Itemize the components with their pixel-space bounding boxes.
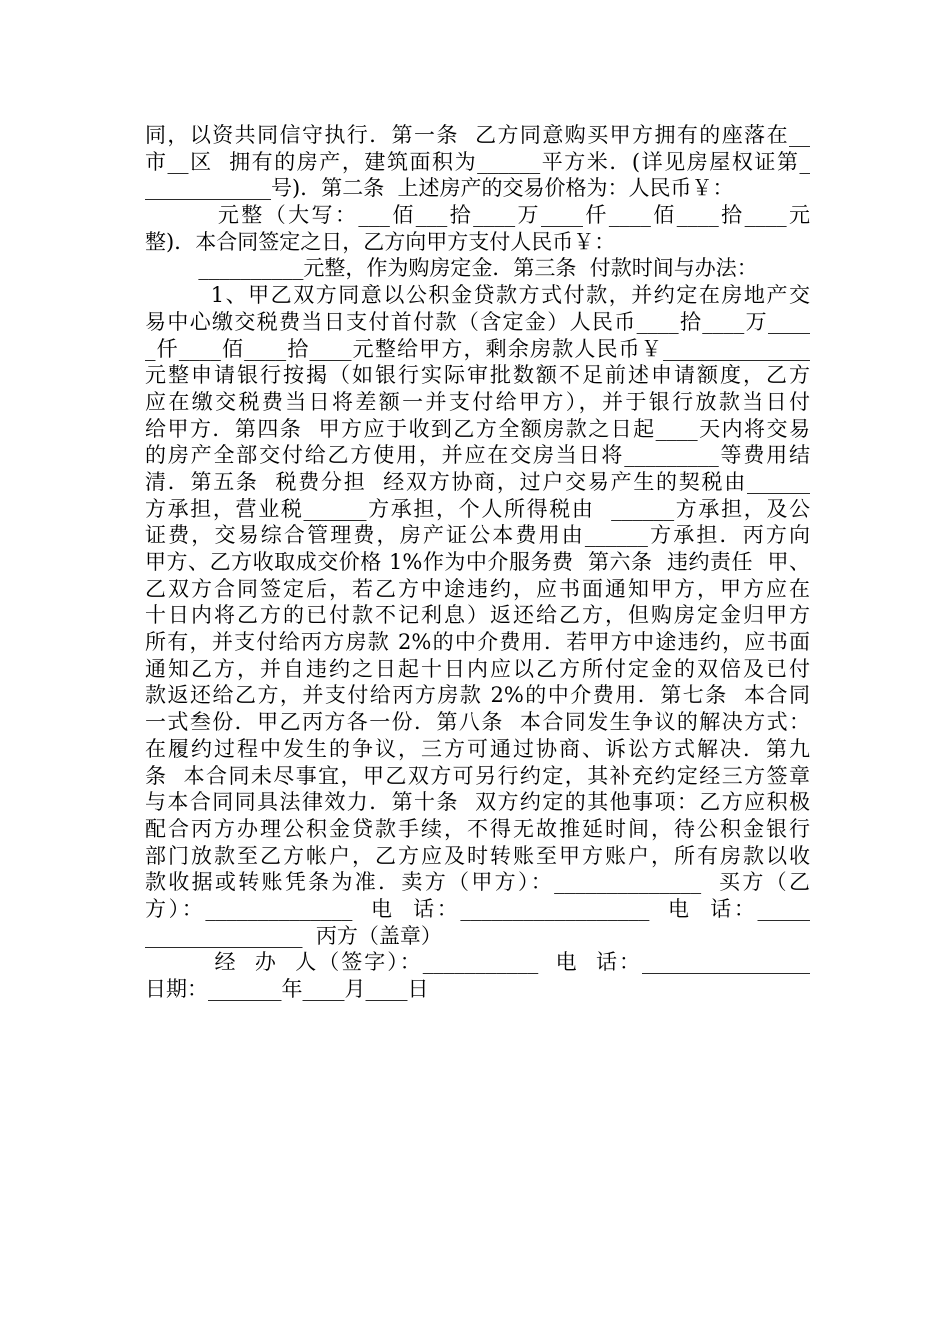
paragraph-line: 配合丙方办理公积金贷款手续，不得无故推延时间，待公积金银行 xyxy=(145,816,810,841)
paragraph-line: 在履约过程中发生的争议，三方可通过协商、诉讼方式解决．第九 xyxy=(145,736,810,761)
paragraph-line: 款返还给乙方，并支付给丙方房款 2%的中介费用．第七条 本合同 xyxy=(145,683,810,708)
paragraph-line: 同，以资共同信守执行．第一条 乙方同意购买甲方拥有的座落在__ xyxy=(145,123,810,147)
paragraph-line: 通知乙方，并自违约之日起十日内应以乙方所付定金的双倍及已付 xyxy=(145,656,810,681)
paragraph-line: 所有，并支付给丙方房款 2%的中介费用．若甲方中途违约，应书面 xyxy=(145,630,810,655)
paragraph-line: 应在缴交税费当日将差额一并支付给甲方），并于银行放款当日付 xyxy=(145,389,810,414)
paragraph-line: 的房产全部交付给乙方使用，并应在交房当日将_________等费用结 xyxy=(145,443,810,468)
paragraph-line: 十日内将乙方的已付款不记利息）返还给乙方，但购房定金归甲方 xyxy=(145,603,810,628)
paragraph-line: 与本合同同具法律效力．第十条 双方约定的其他事项：乙方应积极 xyxy=(145,790,810,815)
paragraph-line: 甲方、乙方收取成交价格 1%作为中介服务费 第六条 违约责任 甲、 xyxy=(145,550,810,574)
paragraph-line: 易中心缴交税费当日支付首付款（含定金）人民币____拾____万____ xyxy=(145,309,810,334)
paragraph-line: 清．第五条 税费分担 经双方协商，过户交易产生的契税由______ xyxy=(145,469,810,494)
paragraph-line: 整)．本合同签定之日，乙方向甲方支付人民币￥： xyxy=(145,229,616,254)
paragraph-line: 乙双方合同签定后，若乙方中途违约，应书面通知甲方，甲方应在 xyxy=(145,576,810,601)
paragraph-line: 部门放款至乙方帐户，乙方应及时转账至甲方账户，所有房款以收 xyxy=(145,843,810,868)
paragraph-line: 经 办 人（签字）：___________ 电 话：________________ xyxy=(145,950,810,975)
paragraph-line: 元整（大写：___佰___拾____万____仟____佰____拾____元 xyxy=(145,203,810,228)
paragraph-line: 条 本合同未尽事宜，甲乙双方可另行约定，其补充约定经三方签章 xyxy=(145,763,810,788)
paragraph-line: 1、甲乙双方同意以公积金贷款方式付款，并约定在房地产交 xyxy=(145,283,810,308)
paragraph-line: 款收据或转账凭条为准．卖方（甲方）：______________ 买方（乙 xyxy=(145,870,810,895)
paragraph-line: _仟____佰____拾____元整给甲方，剩余房款人民币￥______________ xyxy=(145,336,810,361)
paragraph-line: 给甲方．第四条 甲方应于收到乙方全额房款之日起____天内将交易 xyxy=(145,416,810,441)
paragraph-line: ____________号)．第二条 上述房产的交易价格为：人民币￥： xyxy=(145,176,734,201)
paragraph-line: 证费，交易综合管理费，房产证公本费用由______方承担．丙方向 xyxy=(145,523,810,548)
paragraph-line: 一式叁份．甲乙丙方各一份．第八条 本合同发生争议的解决方式： xyxy=(145,710,810,735)
paragraph-line: 市__区 拥有的房产，建筑面积为______平方米．(详见房屋权证第_ xyxy=(145,149,810,174)
paragraph-line: _______________ 丙方（盖章） xyxy=(145,923,442,948)
paragraph-line: 方承担，营业税______方承担，个人所得税由 ______方承担，及公 xyxy=(145,496,810,521)
contract-body xyxy=(145,122,810,1003)
paragraph-line: 日期：_______年____月____日 xyxy=(145,977,429,1001)
paragraph-line: __________元整，作为购房定金．第三条 付款时间与办法： xyxy=(145,256,758,281)
paragraph-line: 方）：______________ 电 话：__________________ 电 话：_____ xyxy=(145,896,810,921)
paragraph-line: 元整申请银行按揭（如银行实际审批数额不足前述申请额度，乙方 xyxy=(145,363,810,388)
